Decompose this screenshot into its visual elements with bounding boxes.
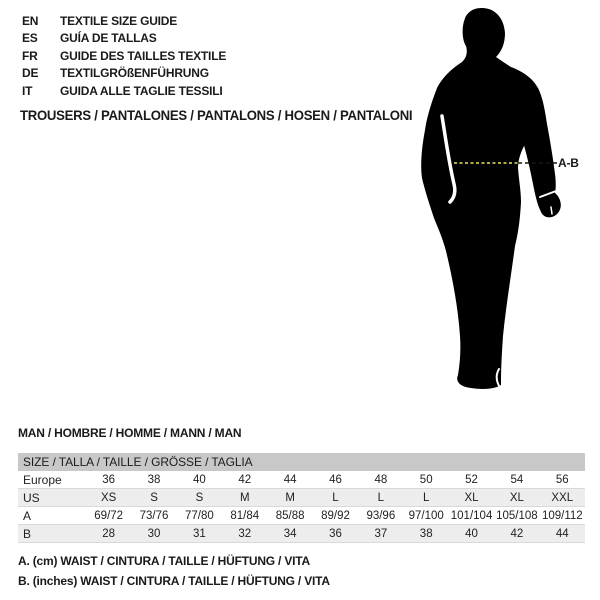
table-cell: 30 <box>147 527 161 540</box>
language-row-fr <box>22 47 226 65</box>
table-cell: L <box>377 491 385 504</box>
table-row-b-inches <box>18 525 585 543</box>
language-row-it <box>22 82 226 100</box>
table-cell: XS <box>101 491 117 504</box>
table-cell: 97/100 <box>408 509 444 522</box>
table-cell: 101/104 <box>450 509 493 522</box>
category-title: TROUSERS / PANTALONES / PANTALONS / HOSEN / PANTALONI <box>20 107 413 123</box>
table-cell: 48 <box>374 473 388 486</box>
row-label: US <box>23 490 40 505</box>
table-cell: 56 <box>555 473 569 486</box>
size-table-header-row <box>18 453 585 471</box>
table-cell: 85/88 <box>275 509 305 522</box>
language-label: GUÍA DE TALLAS <box>60 31 157 46</box>
language-row-en <box>22 12 226 30</box>
table-cell: 44 <box>283 473 297 486</box>
table-cell: 89/92 <box>321 509 350 522</box>
table-row-europe <box>18 471 585 489</box>
table-cell: 52 <box>465 473 478 486</box>
table-cell: XL <box>464 491 479 504</box>
table-cell: 69/72 <box>94 509 124 522</box>
language-code: FR <box>22 48 38 63</box>
language-row-de <box>22 65 226 83</box>
table-cell: 36 <box>102 473 116 486</box>
table-cell: 81/84 <box>230 509 260 522</box>
man-silhouette-icon <box>405 5 580 397</box>
note-b-inches: B. (inches) WAIST / CINTURA / TAILLE / HÜFTUNG / VITA <box>18 574 330 588</box>
table-cell: 77/80 <box>185 509 214 522</box>
table-cell: L <box>332 491 339 504</box>
table-cell: 50 <box>419 473 433 486</box>
table-cell: 42 <box>510 527 524 540</box>
table-cell: 38 <box>147 473 161 486</box>
table-cell: M <box>285 491 295 504</box>
language-code: EN <box>22 13 39 28</box>
size-table-header: SIZE / TALLA / TAILLE / GRÖSSE / TAGLIA <box>18 453 585 471</box>
language-code: DE <box>22 66 39 81</box>
table-cell: M <box>239 491 250 504</box>
size-table <box>18 453 585 543</box>
table-cell: 32 <box>238 527 252 540</box>
table-cell: 34 <box>283 527 297 540</box>
table-cell: 28 <box>102 527 116 540</box>
table-cell: 40 <box>465 527 478 540</box>
table-cell: 93/96 <box>366 509 396 522</box>
table-cell: L <box>422 491 430 504</box>
table-cell: 44 <box>555 527 569 540</box>
language-label: GUIDE DES TAILLES TEXTILE <box>60 48 227 63</box>
table-cell: 54 <box>510 473 524 486</box>
note-a-cm: A. (cm) WAIST / CINTURA / TAILLE / HÜFTUNG / VITA <box>18 554 310 568</box>
table-cell: 73/76 <box>139 509 169 522</box>
measurement-notes <box>18 554 330 594</box>
table-cell: 105/108 <box>496 509 538 522</box>
table-row-us <box>18 489 585 507</box>
table-cell: 37 <box>374 527 388 540</box>
table-cell: S <box>150 491 158 504</box>
table-cell: 36 <box>329 527 342 540</box>
table-cell: S <box>195 491 204 504</box>
measure-label: A-B <box>558 156 579 170</box>
language-row-es <box>22 30 226 48</box>
gender-title: MAN / HOMBRE / HOMME / MANN / MAN <box>18 426 242 440</box>
table-cell: 38 <box>419 527 433 540</box>
table-cell: 109/112 <box>541 509 583 522</box>
table-cell: 40 <box>193 473 206 486</box>
language-list <box>22 12 226 100</box>
language-label: TEXTILE SIZE GUIDE <box>60 13 178 28</box>
table-cell: 46 <box>329 473 342 486</box>
table-cell: XXL <box>551 491 574 504</box>
man-silhouette-figure <box>405 5 580 397</box>
language-label: GUIDA ALLE TAGLIE TESSILI <box>60 83 223 98</box>
table-cell: 42 <box>238 473 252 486</box>
row-label: Europe <box>23 472 62 487</box>
row-label: B <box>23 526 32 541</box>
table-row-a-cm <box>18 507 585 525</box>
table-cell: XL <box>509 491 524 504</box>
row-label: A <box>23 508 32 523</box>
language-code: IT <box>22 83 33 98</box>
language-label: TEXTILGRÖßENFÜHRUNG <box>60 66 209 81</box>
language-code: ES <box>22 31 38 46</box>
table-cell: 31 <box>193 527 206 540</box>
